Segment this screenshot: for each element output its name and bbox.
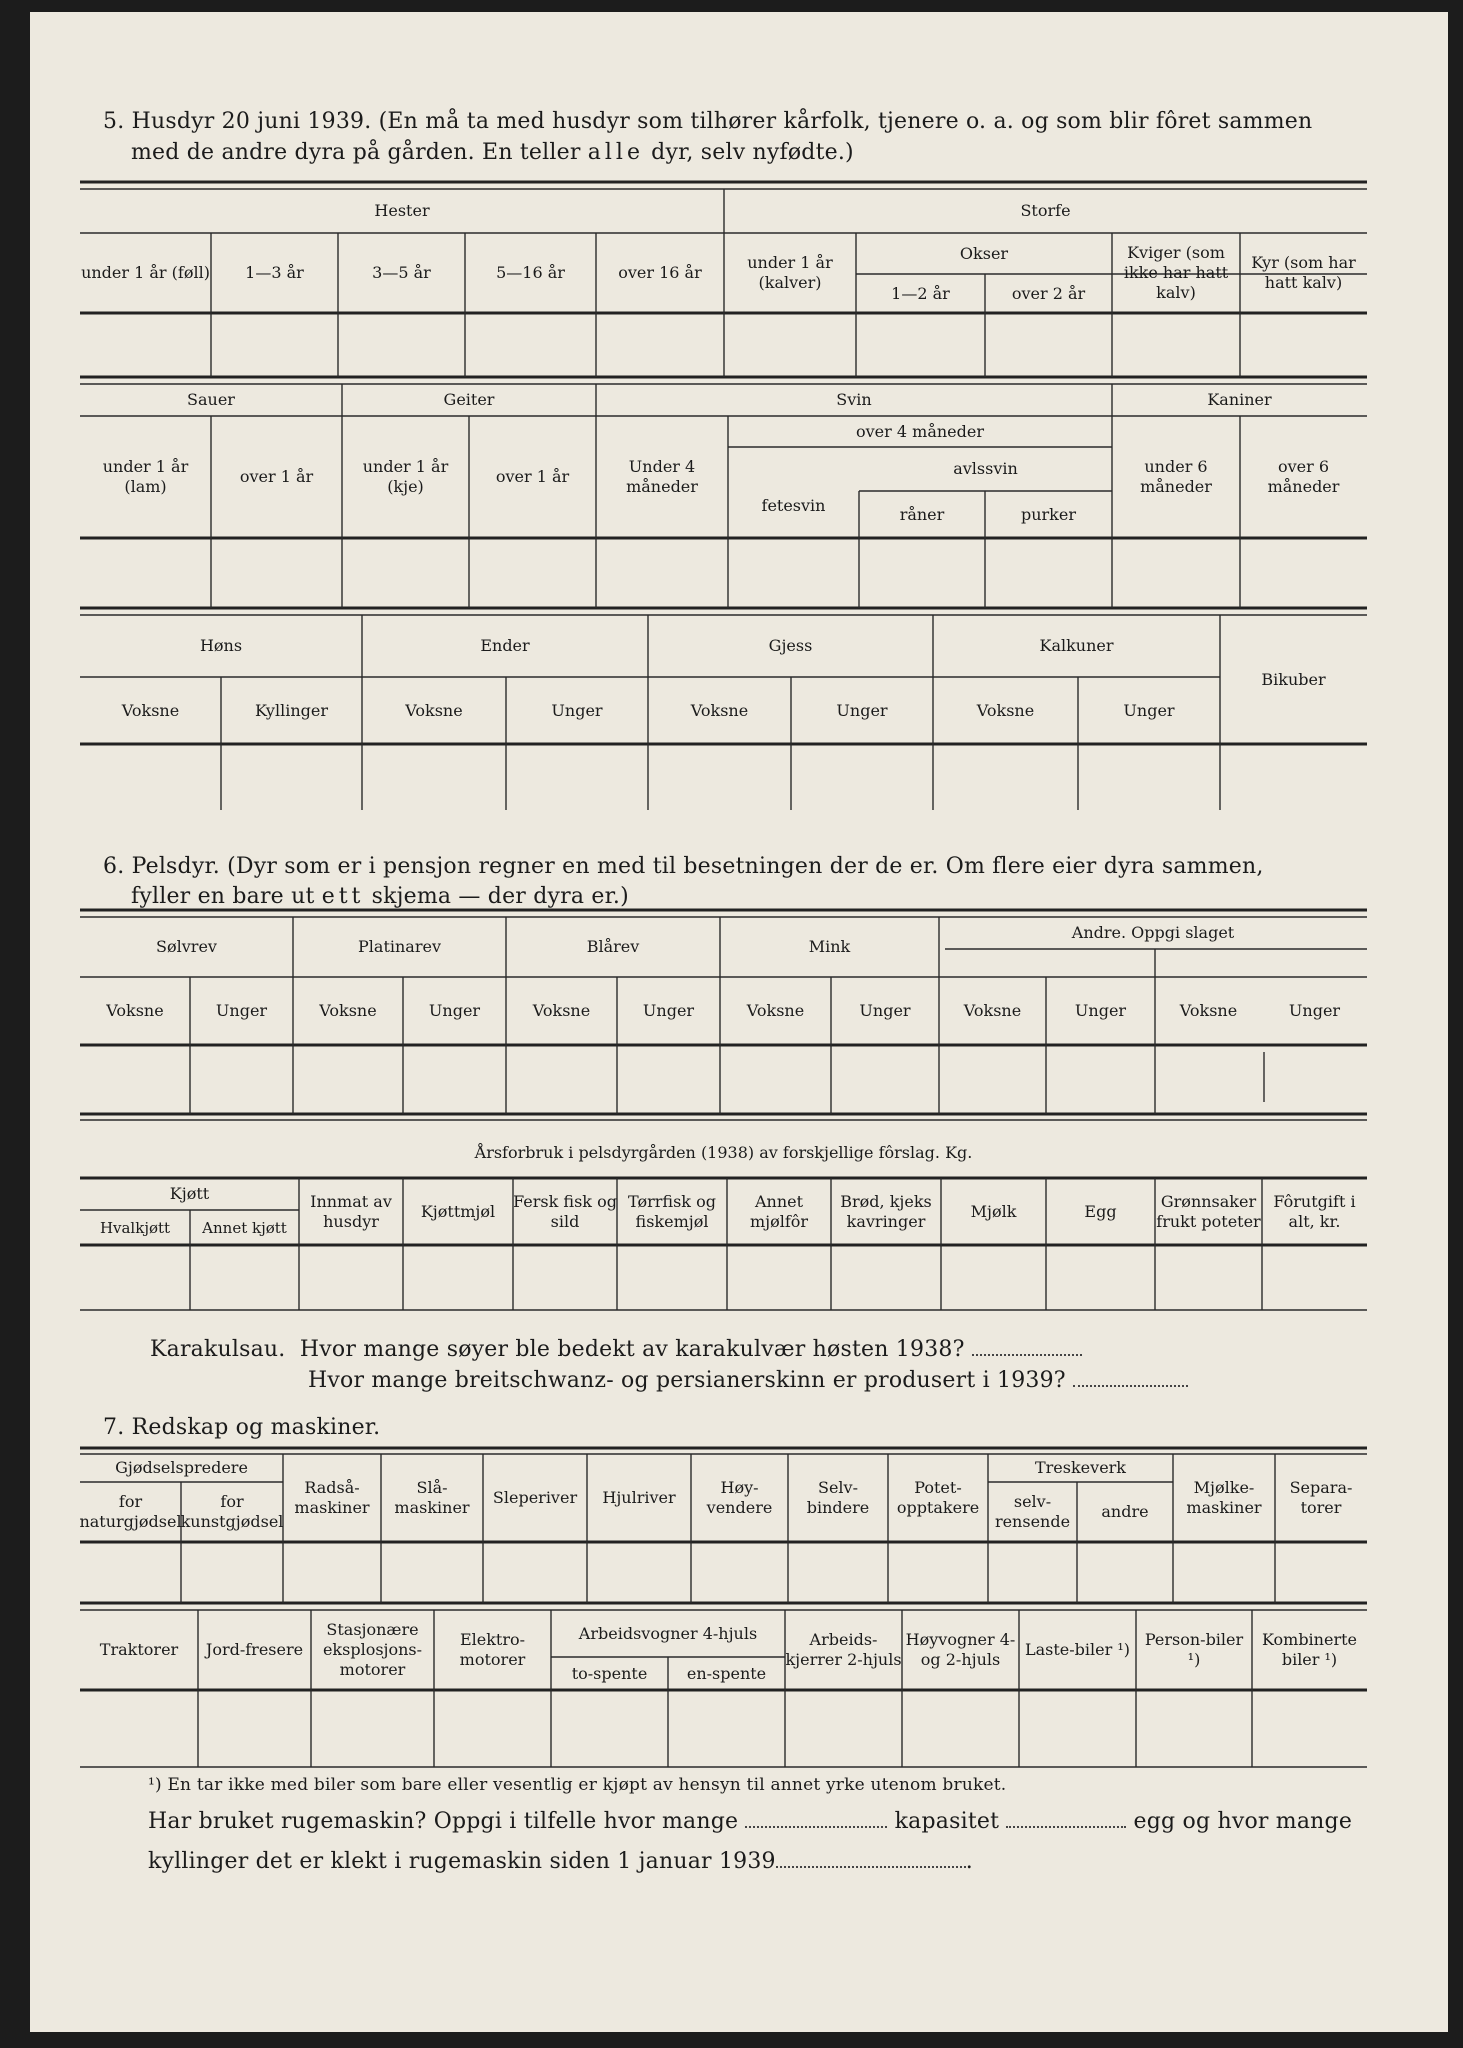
header-fersk-fisk: Fersk fisk og sild bbox=[513, 1191, 617, 1231]
header-kombinerte-biler: Kombinerte biler ¹) bbox=[1261, 1630, 1357, 1669]
header-torrfisk: Tørrfisk og fiskemjøl bbox=[628, 1191, 716, 1231]
header-enspente: en-spente bbox=[686, 1663, 767, 1683]
header-hoyvogner: Høyvogner 4- og 2-hjuls bbox=[905, 1630, 1016, 1669]
section-6-intro-line-2 bbox=[131, 881, 629, 912]
header-blarev-voksne: Voksne bbox=[532, 1001, 591, 1020]
header-jordfreser: Jord-freserе bbox=[205, 1640, 304, 1659]
header-storfe-under-1: under 1 år (kalver) bbox=[747, 253, 833, 292]
section-5-intro-line-1: 5. Husdyr 20 juni 1939. (En må ta med husdyr som tilhører kårfolk, tjenere o. a. og som blir fôret sammen bbox=[103, 109, 1313, 134]
section-6-intro-line-1: 6. Pelsdyr. (Dyr som er i pensjon regner en med til besetningen der de er. Om flere eier dyra sammen, bbox=[103, 854, 1264, 879]
header-platinarev-unger: Unger bbox=[428, 1001, 481, 1020]
header-avlssvin: avlssvin bbox=[953, 459, 1018, 478]
section-7-title: 7. Redskap og maskiner. bbox=[103, 1415, 381, 1440]
header-hester: Hester bbox=[374, 201, 430, 220]
rugemaskin-question-a: Har bruket rugemaskin? Oppgi i tilfelle hvor mange bbox=[148, 1809, 739, 1834]
karakul-line-1 bbox=[150, 1334, 1082, 1365]
header-gjodselspredere: Gjødselspredere bbox=[115, 1458, 248, 1477]
header-sauer-under-1: under 1 år (lam) bbox=[102, 457, 189, 496]
header-slamaskiner: Slå-maskiner bbox=[394, 1478, 470, 1517]
header-hester-under-1: under 1 år (føll) bbox=[81, 263, 210, 282]
section-6-intro-text-a: fyller en bare ut bbox=[131, 884, 322, 909]
header-personbiler: Person-biler ¹) bbox=[1144, 1630, 1244, 1669]
header-ender: Ender bbox=[480, 636, 530, 655]
karakul-label: Karakulsau. bbox=[150, 1337, 286, 1362]
header-sauer-over-1: over 1 år bbox=[239, 467, 314, 486]
header-hons-voksne: Voksne bbox=[121, 700, 180, 720]
header-solvrev-unger: Unger bbox=[215, 1001, 268, 1020]
header-kviger: Kviger (som ikke har hatt kalv) bbox=[1123, 243, 1229, 302]
header-gjess-voksne: Voksne bbox=[690, 700, 749, 720]
header-andre-2-voksne: Voksne bbox=[1179, 1001, 1238, 1020]
header-tresk-andre: andre bbox=[1101, 1502, 1149, 1521]
section-5-intro-text-a: med de andre dyra på gården. En teller bbox=[131, 140, 588, 165]
header-geiter-under-1: under 1 år (kje) bbox=[362, 457, 449, 496]
karakul-answer-2-field[interactable] bbox=[1073, 1369, 1188, 1387]
header-mink: Mink bbox=[808, 937, 851, 956]
header-hoyvendere: Høy-vendere bbox=[706, 1478, 773, 1517]
header-hons-kyllinger: Kyllinger bbox=[255, 700, 328, 720]
header-raner: råner bbox=[899, 504, 945, 524]
header-kalkuner: Kalkuner bbox=[1039, 636, 1114, 655]
header-brod: Brød, kjeks kavringer bbox=[840, 1191, 932, 1231]
header-mink-voksne: Voksne bbox=[746, 1001, 805, 1020]
header-sleperiver: Sleperiver bbox=[492, 1488, 578, 1507]
header-ender-voksne: Voksne bbox=[405, 700, 463, 720]
header-radsamaskiner: Radså-maskiner bbox=[294, 1478, 370, 1517]
section-6-intro-text-c: skjema — der dyra er.) bbox=[364, 884, 629, 909]
karakul-line-2 bbox=[308, 1365, 1188, 1396]
header-hjulriver: Hjulriver bbox=[602, 1488, 676, 1507]
rugemaskin-kapasitet-field[interactable] bbox=[1006, 1810, 1126, 1828]
header-hester-1-3: 1—3 år bbox=[245, 263, 304, 282]
header-innmat: Innmat av husdyr bbox=[310, 1191, 392, 1231]
header-annet-mjolfor: Annet mjølfôr bbox=[749, 1191, 809, 1231]
footnote-biler: ¹) En tar ikke med biler som bare eller vesentlig er kjøpt av hensyn til annet yrke utenom bruket. bbox=[148, 1775, 1007, 1795]
header-hester-5-16: 5—16 år bbox=[496, 263, 565, 282]
section-6-intro-emphasis: ett bbox=[321, 884, 365, 909]
header-solvrev: Sølvrev bbox=[156, 937, 217, 956]
header-selvbindere: Selv-bindere bbox=[806, 1478, 870, 1517]
karakul-answer-1-field[interactable] bbox=[972, 1338, 1082, 1356]
header-platinarev: Platinarev bbox=[358, 937, 441, 956]
header-treskeverk: Treskeverk bbox=[1034, 1458, 1126, 1477]
rugemaskin-antall-field[interactable] bbox=[745, 1810, 887, 1828]
header-sauer: Sauer bbox=[187, 390, 235, 409]
header-hester-3-5: 3—5 år bbox=[372, 263, 431, 282]
header-annet-kjott: Annet kjøtt bbox=[202, 1218, 287, 1237]
header-lastebiler: Laste-biler ¹) bbox=[1024, 1640, 1130, 1659]
header-andre-oppgi-slaget: Andre. Oppgi slaget bbox=[1071, 923, 1235, 942]
header-ender-unger: Unger bbox=[551, 700, 603, 720]
header-kalkuner-unger: Unger bbox=[1123, 700, 1175, 720]
header-arbeidsvogner: Arbeidsvogner 4-hjuls bbox=[578, 1623, 758, 1643]
header-traktorer: Traktorer bbox=[99, 1640, 179, 1659]
header-fetesvin: fetesvin bbox=[761, 495, 826, 515]
header-andre-1-voksne: Voksne bbox=[963, 1001, 1022, 1020]
header-svin-under-4: Under 4 måneder bbox=[626, 457, 698, 496]
header-okser: Okser bbox=[959, 243, 1009, 263]
section-5-intro-line-2 bbox=[131, 137, 854, 168]
header-for-kunstgjodsel: for kunstgjødsel bbox=[180, 1492, 284, 1531]
karakul-question-1: Hvor mange søyer ble bedekt av karakulvær høsten 1938? bbox=[299, 1337, 965, 1362]
header-kalkuner-voksne: Voksne bbox=[976, 700, 1035, 720]
header-blarev: Blårev bbox=[586, 937, 640, 956]
header-kaniner-over-6: over 6 måneder bbox=[1267, 457, 1340, 496]
header-elektromotorer: Elektro-motorer bbox=[459, 1630, 526, 1669]
header-okser-1-2: 1—2 år bbox=[891, 283, 950, 303]
header-storfe: Storfe bbox=[1020, 201, 1071, 220]
header-selvrensende: selv-rensende bbox=[994, 1492, 1071, 1531]
header-stasjonaere-motorer: Stasjonære eksplosjons-motorer bbox=[322, 1620, 423, 1679]
header-hester-over-16: over 16 år bbox=[618, 263, 702, 282]
header-andre-2-unger: Unger bbox=[1288, 1001, 1341, 1020]
header-gjess-unger: Unger bbox=[836, 700, 888, 720]
karakul-question-2: Hvor mange breitschwanz- og persianerskinn er produsert i 1939? bbox=[308, 1368, 1066, 1393]
header-mink-unger: Unger bbox=[859, 1001, 911, 1020]
header-kaniner: Kaniner bbox=[1207, 390, 1272, 409]
header-hvalkjott: Hvalkjøtt bbox=[99, 1218, 171, 1237]
section-5-intro-emphasis: alle bbox=[587, 140, 644, 165]
rugemaskin-line-2: kyllinger det er klekt i rugemaskin siden 1 januar 1939 . bbox=[148, 1849, 973, 1874]
header-potetopptakere: Potet-opptakere bbox=[896, 1478, 980, 1517]
header-svin-over-4: over 4 måneder bbox=[856, 421, 984, 441]
header-gronnsaker: Grønnsaker frukt poteter bbox=[1156, 1191, 1261, 1231]
header-separatorer: Separa-torer bbox=[1289, 1478, 1353, 1517]
header-geiter: Geiter bbox=[443, 390, 495, 409]
rugemaskin-question-c: egg og hvor mange bbox=[1133, 1809, 1353, 1834]
header-arbeidskjerrer: Arbeids-kjerrer 2-hjuls bbox=[785, 1630, 902, 1669]
header-bikuber: Bikuber bbox=[1261, 669, 1326, 689]
header-andre-1-unger: Unger bbox=[1074, 1001, 1127, 1020]
rugemaskin-line-1 bbox=[148, 1806, 1352, 1837]
header-blarev-unger: Unger bbox=[642, 1001, 695, 1020]
header-geiter-over-1: over 1 år bbox=[495, 467, 570, 486]
header-platinarev-voksne: Voksne bbox=[319, 1001, 377, 1020]
rugemaskin-kyllinger-field[interactable] bbox=[776, 1850, 966, 1868]
header-kjott: Kjøtt bbox=[169, 1184, 210, 1203]
header-svin: Svin bbox=[836, 390, 872, 409]
header-kjottmjol: Kjøttmjøl bbox=[420, 1201, 496, 1221]
header-mjolkemaskiner: Mjølke-maskiner bbox=[1186, 1478, 1262, 1517]
header-egg: Egg bbox=[1084, 1201, 1117, 1221]
rugemaskin-question-2: kyllinger det er klekt i rugemaskin siden 1 januar 1939 bbox=[148, 1849, 776, 1874]
header-hons: Høns bbox=[199, 636, 243, 655]
header-solvrev-voksne: Voksne bbox=[106, 1001, 164, 1020]
header-kyr: Kyr (som har hatt kalv) bbox=[1251, 253, 1356, 292]
census-form-page bbox=[30, 12, 1448, 2032]
section-5-intro-text-c: dyr, selv nyfødte.) bbox=[643, 140, 854, 165]
header-for-naturgjodsel: for naturgjødsel bbox=[79, 1492, 182, 1531]
header-kaniner-under-6: under 6 måneder bbox=[1140, 457, 1212, 496]
header-forutgift: Fôrutgift i alt, kr. bbox=[1273, 1191, 1356, 1231]
rugemaskin-question-b: kapasitet bbox=[894, 1809, 1000, 1834]
header-purker: purker bbox=[1020, 504, 1076, 524]
header-gjess: Gjess bbox=[768, 636, 813, 655]
header-okser-over-2: over 2 år bbox=[1011, 283, 1086, 303]
forbruk-title: Årsforbruk i pelsdyrgården (1938) av forskjellige fôrslag. Kg. bbox=[474, 1143, 973, 1162]
header-mjolk: Mjølk bbox=[970, 1201, 1017, 1221]
header-tospente: to-spente bbox=[571, 1663, 648, 1683]
